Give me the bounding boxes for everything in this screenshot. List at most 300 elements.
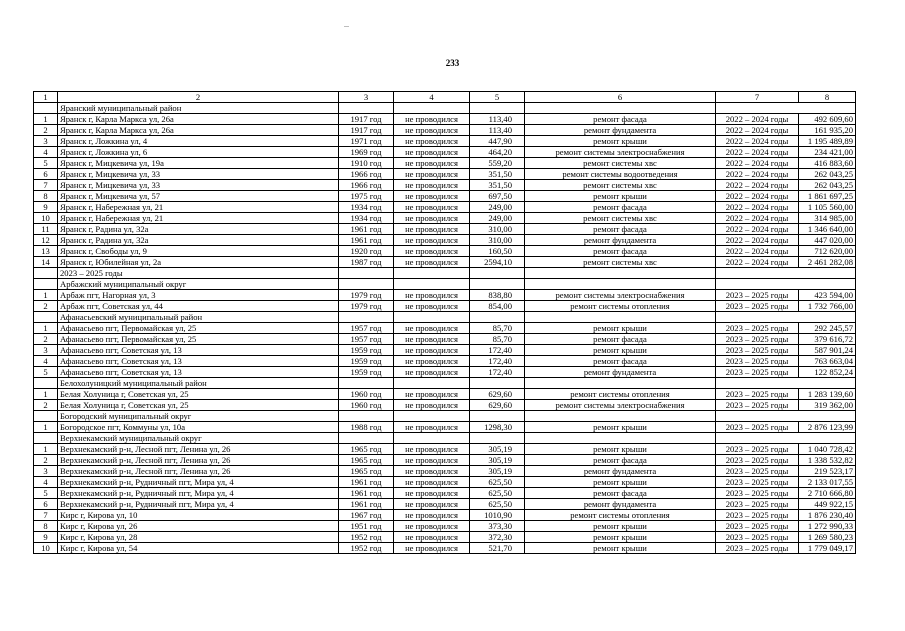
area-cell: 2594,10 — [470, 257, 525, 268]
section-row — [34, 378, 856, 389]
row-number-cell: 10 — [34, 213, 58, 224]
empty-cell — [716, 411, 856, 422]
build-year-cell: 1959 год — [339, 356, 394, 367]
last-repair-cell: не проводился — [394, 290, 470, 301]
header-cell: 8 — [799, 92, 856, 103]
period-cell: 2022 – 2024 годы — [716, 114, 799, 125]
last-repair-cell: не проводился — [394, 466, 470, 477]
area-cell: 625,50 — [470, 477, 525, 488]
table-row — [34, 367, 856, 378]
empty-cell — [470, 279, 525, 290]
cost-cell: 1 338 532,82 — [799, 455, 856, 466]
address-cell: Яранск г, Радина ул, 32а — [58, 235, 339, 246]
last-repair-cell: не проводился — [394, 455, 470, 466]
empty-cell — [339, 433, 394, 444]
row-number-cell: 14 — [34, 257, 58, 268]
work-type-cell: ремонт крыши — [525, 521, 716, 532]
last-repair-cell: не проводился — [394, 224, 470, 235]
area-cell: 351,50 — [470, 169, 525, 180]
work-type-cell: ремонт системы отопления — [525, 510, 716, 521]
cost-cell: 262 043,25 — [799, 180, 856, 191]
period-cell: 2022 – 2024 годы — [716, 180, 799, 191]
address-cell: Яранск г, Мицкевича ул, 57 — [58, 191, 339, 202]
empty-cell — [470, 103, 525, 114]
empty-cell — [716, 378, 856, 389]
build-year-cell: 1934 год — [339, 213, 394, 224]
period-cell: 2023 – 2025 годы — [716, 521, 799, 532]
table-row — [34, 400, 856, 411]
period-cell: 2022 – 2024 годы — [716, 202, 799, 213]
table-row — [34, 477, 856, 488]
cost-cell: 492 609,60 — [799, 114, 856, 125]
empty-cell — [34, 279, 58, 290]
build-year-cell: 1979 год — [339, 301, 394, 312]
row-number-cell: 2 — [34, 400, 58, 411]
area-cell: 310,00 — [470, 235, 525, 246]
row-number-cell: 9 — [34, 202, 58, 213]
work-type-cell: ремонт фасада — [525, 334, 716, 345]
row-number-cell: 4 — [34, 477, 58, 488]
row-number-cell: 7 — [34, 510, 58, 521]
build-year-cell: 1917 год — [339, 114, 394, 125]
empty-cell — [525, 103, 716, 114]
area-cell: 464,20 — [470, 147, 525, 158]
row-number-cell: 1 — [34, 290, 58, 301]
work-type-cell: ремонт фундамента — [525, 466, 716, 477]
empty-cell — [716, 268, 856, 279]
cost-cell: 2 710 666,80 — [799, 488, 856, 499]
work-type-cell: ремонт системы хвс — [525, 213, 716, 224]
work-type-cell: ремонт фундамента — [525, 125, 716, 136]
period-cell: 2023 – 2025 годы — [716, 290, 799, 301]
build-year-cell: 1975 год — [339, 191, 394, 202]
table-body — [34, 92, 856, 554]
row-number-cell: 4 — [34, 147, 58, 158]
header-cell: 6 — [525, 92, 716, 103]
section-title: Богородский муниципальный округ — [58, 411, 339, 422]
cost-cell: 1 272 990,33 — [799, 521, 856, 532]
cost-cell: 423 594,00 — [799, 290, 856, 301]
row-number-cell: 2 — [34, 334, 58, 345]
address-cell: Яранск г, Набережная ул, 21 — [58, 202, 339, 213]
work-type-cell: ремонт фасада — [525, 356, 716, 367]
section-title: Верхнекамский муниципальный округ — [58, 433, 339, 444]
work-type-cell: ремонт фасада — [525, 488, 716, 499]
empty-cell — [339, 378, 394, 389]
table-row — [34, 345, 856, 356]
address-cell: Кирс г, Кирова ул, 10 — [58, 510, 339, 521]
address-cell: Яранск г, Ложкина ул, 4 — [58, 136, 339, 147]
build-year-cell: 1987 год — [339, 257, 394, 268]
header-cell: 2 — [58, 92, 339, 103]
work-type-cell: ремонт крыши — [525, 477, 716, 488]
work-type-cell: ремонт крыши — [525, 191, 716, 202]
work-type-cell: ремонт системы отопления — [525, 389, 716, 400]
row-number-cell: 4 — [34, 356, 58, 367]
last-repair-cell: не проводился — [394, 510, 470, 521]
section-row — [34, 411, 856, 422]
period-cell: 2022 – 2024 годы — [716, 158, 799, 169]
cost-cell: 449 922,15 — [799, 499, 856, 510]
cost-cell: 262 043,25 — [799, 169, 856, 180]
area-cell: 697,50 — [470, 191, 525, 202]
cost-cell: 1 283 139,60 — [799, 389, 856, 400]
work-type-cell: ремонт крыши — [525, 444, 716, 455]
build-year-cell: 1959 год — [339, 345, 394, 356]
row-number-cell: 2 — [34, 125, 58, 136]
build-year-cell: 1920 год — [339, 246, 394, 257]
row-number-cell: 2 — [34, 301, 58, 312]
period-label: 2023 – 2025 годы — [58, 268, 339, 279]
work-type-cell: ремонт фасада — [525, 455, 716, 466]
last-repair-cell: не проводился — [394, 444, 470, 455]
last-repair-cell: не проводился — [394, 213, 470, 224]
address-cell: Афанасьево пгт, Советская ул, 13 — [58, 345, 339, 356]
area-cell: 249,00 — [470, 213, 525, 224]
build-year-cell: 1951 год — [339, 521, 394, 532]
area-cell: 310,00 — [470, 224, 525, 235]
empty-cell — [34, 411, 58, 422]
work-type-cell: ремонт фундамента — [525, 367, 716, 378]
address-cell: Яранск г, Радина ул, 32а — [58, 224, 339, 235]
repair-schedule-table — [33, 91, 856, 554]
address-cell: Афанасьево пгт, Первомайская ул, 25 — [58, 334, 339, 345]
period-cell: 2023 – 2025 годы — [716, 422, 799, 433]
table-row — [34, 257, 856, 268]
header-cell: 1 — [34, 92, 58, 103]
area-cell: 351,50 — [470, 180, 525, 191]
table-row — [34, 125, 856, 136]
area-cell: 373,30 — [470, 521, 525, 532]
row-number-cell: 9 — [34, 532, 58, 543]
area-cell: 305,19 — [470, 444, 525, 455]
area-cell: 447,90 — [470, 136, 525, 147]
table-row — [34, 499, 856, 510]
cost-cell: 1 346 640,00 — [799, 224, 856, 235]
cost-cell: 161 935,20 — [799, 125, 856, 136]
period-cell: 2023 – 2025 годы — [716, 323, 799, 334]
address-cell: Верхнекамский р-н, Лесной пгт, Ленина ул, 26 — [58, 444, 339, 455]
cost-cell: 447 020,00 — [799, 235, 856, 246]
section-row — [34, 433, 856, 444]
section-row — [34, 103, 856, 114]
area-cell: 838,80 — [470, 290, 525, 301]
last-repair-cell: не проводился — [394, 367, 470, 378]
header-cell: 3 — [339, 92, 394, 103]
empty-cell — [394, 268, 470, 279]
last-repair-cell: не проводился — [394, 169, 470, 180]
last-repair-cell: не проводился — [394, 389, 470, 400]
area-cell: 521,70 — [470, 543, 525, 554]
row-number-cell: 8 — [34, 191, 58, 202]
period-cell: 2022 – 2024 годы — [716, 213, 799, 224]
table-row — [34, 169, 856, 180]
header-cell: 4 — [394, 92, 470, 103]
last-repair-cell: не проводился — [394, 136, 470, 147]
build-year-cell: 1961 год — [339, 488, 394, 499]
table-row — [34, 455, 856, 466]
empty-cell — [470, 312, 525, 323]
area-cell: 854,00 — [470, 301, 525, 312]
cost-cell: 1 876 230,40 — [799, 510, 856, 521]
period-cell: 2023 – 2025 годы — [716, 466, 799, 477]
row-number-cell: 3 — [34, 345, 58, 356]
address-cell: Кирс г, Кирова ул, 28 — [58, 532, 339, 543]
last-repair-cell: не проводился — [394, 477, 470, 488]
area-cell: 629,60 — [470, 400, 525, 411]
cost-cell: 234 421,00 — [799, 147, 856, 158]
header-cell: 5 — [470, 92, 525, 103]
build-year-cell: 1979 год — [339, 290, 394, 301]
address-cell: Верхнекамский р-н, Рудничный пгт, Мира ул, 4 — [58, 488, 339, 499]
last-repair-cell: не проводился — [394, 125, 470, 136]
address-cell: Яранск г, Юбилейная ул, 2а — [58, 257, 339, 268]
table-row — [34, 356, 856, 367]
build-year-cell: 1917 год — [339, 125, 394, 136]
period-cell: 2023 – 2025 годы — [716, 367, 799, 378]
empty-cell — [339, 268, 394, 279]
work-type-cell: ремонт крыши — [525, 136, 716, 147]
cost-cell: 2 461 282,08 — [799, 257, 856, 268]
table-row — [34, 224, 856, 235]
address-cell: Яранск г, Свободы ул, 9 — [58, 246, 339, 257]
build-year-cell: 1965 год — [339, 455, 394, 466]
cost-cell: 1 105 560,00 — [799, 202, 856, 213]
work-type-cell: ремонт системы отопления — [525, 301, 716, 312]
empty-cell — [470, 433, 525, 444]
cost-cell: 2 876 123,99 — [799, 422, 856, 433]
empty-cell — [394, 411, 470, 422]
work-type-cell: ремонт крыши — [525, 532, 716, 543]
period-cell: 2023 – 2025 годы — [716, 301, 799, 312]
area-cell: 305,19 — [470, 455, 525, 466]
period-cell: 2022 – 2024 годы — [716, 191, 799, 202]
area-cell: 372,30 — [470, 532, 525, 543]
empty-cell — [525, 433, 716, 444]
empty-cell — [525, 378, 716, 389]
row-number-cell: 12 — [34, 235, 58, 246]
build-year-cell: 1965 год — [339, 444, 394, 455]
address-cell: Яранск г, Мицкевича ул, 33 — [58, 180, 339, 191]
period-cell: 2022 – 2024 годы — [716, 257, 799, 268]
header-row — [34, 92, 856, 103]
row-number-cell: 7 — [34, 180, 58, 191]
work-type-cell: ремонт крыши — [525, 543, 716, 554]
period-cell: 2023 – 2025 годы — [716, 477, 799, 488]
section-title: Афанасьевский муниципальный район — [58, 312, 339, 323]
row-number-cell: 2 — [34, 455, 58, 466]
cost-cell: 1 732 766,00 — [799, 301, 856, 312]
table-row — [34, 488, 856, 499]
build-year-cell: 1960 год — [339, 400, 394, 411]
section-title: Яранский муниципальный район — [58, 103, 339, 114]
empty-cell — [716, 433, 856, 444]
row-number-cell: 6 — [34, 499, 58, 510]
build-year-cell: 1959 год — [339, 367, 394, 378]
section-title: Белохолуницкий муниципальный район — [58, 378, 339, 389]
address-cell: Кирс г, Кирова ул, 54 — [58, 543, 339, 554]
period-cell: 2022 – 2024 годы — [716, 136, 799, 147]
build-year-cell: 1969 год — [339, 147, 394, 158]
build-year-cell: 1952 год — [339, 532, 394, 543]
empty-cell — [339, 103, 394, 114]
empty-cell — [394, 103, 470, 114]
cost-cell: 292 245,57 — [799, 323, 856, 334]
row-number-cell: 5 — [34, 367, 58, 378]
cost-cell: 2 133 017,55 — [799, 477, 856, 488]
table-row — [34, 213, 856, 224]
area-cell: 85,70 — [470, 334, 525, 345]
build-year-cell: 1967 год — [339, 510, 394, 521]
build-year-cell: 1952 год — [339, 543, 394, 554]
last-repair-cell: не проводился — [394, 180, 470, 191]
build-year-cell: 1966 год — [339, 180, 394, 191]
work-type-cell: ремонт фундамента — [525, 499, 716, 510]
work-type-cell: ремонт системы хвс — [525, 158, 716, 169]
empty-cell — [470, 378, 525, 389]
cost-cell: 1 195 489,89 — [799, 136, 856, 147]
period-cell: 2023 – 2025 годы — [716, 532, 799, 543]
empty-cell — [716, 279, 856, 290]
table-row — [34, 202, 856, 213]
cost-cell: 319 362,00 — [799, 400, 856, 411]
work-type-cell: ремонт системы электроснабжения — [525, 400, 716, 411]
period-cell: 2023 – 2025 годы — [716, 400, 799, 411]
period-cell: 2022 – 2024 годы — [716, 147, 799, 158]
period-cell: 2023 – 2025 годы — [716, 389, 799, 400]
table-row — [34, 147, 856, 158]
build-year-cell: 1971 год — [339, 136, 394, 147]
address-cell: Яранск г, Ложкина ул, 6 — [58, 147, 339, 158]
work-type-cell: ремонт фундамента — [525, 235, 716, 246]
table-row — [34, 389, 856, 400]
period-cell: 2022 – 2024 годы — [716, 224, 799, 235]
area-cell: 1010,90 — [470, 510, 525, 521]
last-repair-cell: не проводился — [394, 202, 470, 213]
cost-cell: 416 883,60 — [799, 158, 856, 169]
last-repair-cell: не проводился — [394, 356, 470, 367]
cost-cell: 587 901,24 — [799, 345, 856, 356]
cost-cell: 379 616,72 — [799, 334, 856, 345]
area-cell: 172,40 — [470, 345, 525, 356]
empty-cell — [470, 411, 525, 422]
table-row — [34, 323, 856, 334]
empty-cell — [716, 103, 856, 114]
table-row — [34, 191, 856, 202]
empty-cell — [525, 279, 716, 290]
table-row — [34, 543, 856, 554]
empty-cell — [394, 312, 470, 323]
address-cell: Афанасьево пгт, Советская ул, 13 — [58, 367, 339, 378]
header-cell: 7 — [716, 92, 799, 103]
area-cell: 172,40 — [470, 367, 525, 378]
last-repair-cell: не проводился — [394, 400, 470, 411]
empty-cell — [470, 268, 525, 279]
section-row — [34, 279, 856, 290]
empty-cell — [34, 268, 58, 279]
period-cell: 2023 – 2025 годы — [716, 499, 799, 510]
row-number-cell: 1 — [34, 114, 58, 125]
build-year-cell: 1961 год — [339, 477, 394, 488]
work-type-cell: ремонт фасада — [525, 246, 716, 257]
cost-cell: 763 663,04 — [799, 356, 856, 367]
last-repair-cell: не проводился — [394, 543, 470, 554]
cost-cell: 1 040 728,42 — [799, 444, 856, 455]
period-cell: 2022 – 2024 годы — [716, 169, 799, 180]
empty-cell — [339, 411, 394, 422]
last-repair-cell: не проводился — [394, 257, 470, 268]
row-number-cell: 11 — [34, 224, 58, 235]
section-row — [34, 312, 856, 323]
address-cell: Арбаж пгт, Советская ул, 44 — [58, 301, 339, 312]
build-year-cell: 1960 год — [339, 389, 394, 400]
build-year-cell: 1988 год — [339, 422, 394, 433]
table-row — [34, 158, 856, 169]
area-cell: 625,50 — [470, 499, 525, 510]
address-cell: Кирс г, Кирова ул, 26 — [58, 521, 339, 532]
empty-cell — [525, 411, 716, 422]
cost-cell: 712 620,00 — [799, 246, 856, 257]
work-type-cell: ремонт фасада — [525, 202, 716, 213]
address-cell: Богородское пгт, Коммуны ул, 10а — [58, 422, 339, 433]
table-row — [34, 532, 856, 543]
address-cell: Верхнекамский р-н, Рудничный пгт, Мира ул, 4 — [58, 477, 339, 488]
last-repair-cell: не проводился — [394, 345, 470, 356]
empty-cell — [394, 433, 470, 444]
empty-cell — [525, 268, 716, 279]
empty-cell — [34, 103, 58, 114]
build-year-cell: 1961 год — [339, 499, 394, 510]
row-number-cell: 6 — [34, 169, 58, 180]
row-number-cell: 13 — [34, 246, 58, 257]
period-cell: 2023 – 2025 годы — [716, 444, 799, 455]
last-repair-cell: не проводился — [394, 147, 470, 158]
last-repair-cell: не проводился — [394, 334, 470, 345]
last-repair-cell: не проводился — [394, 246, 470, 257]
table-row — [34, 136, 856, 147]
last-repair-cell: не проводился — [394, 235, 470, 246]
last-repair-cell: не проводился — [394, 114, 470, 125]
row-number-cell: 5 — [34, 158, 58, 169]
row-number-cell: 8 — [34, 521, 58, 532]
table-row — [34, 422, 856, 433]
address-cell: Яранск г, Набережная ул, 21 — [58, 213, 339, 224]
work-type-cell: ремонт крыши — [525, 345, 716, 356]
last-repair-cell: не проводился — [394, 422, 470, 433]
row-number-cell: 10 — [34, 543, 58, 554]
work-type-cell: ремонт крыши — [525, 422, 716, 433]
empty-cell — [34, 378, 58, 389]
section-title: Арбажский муниципальный округ — [58, 279, 339, 290]
cost-cell: 314 985,00 — [799, 213, 856, 224]
build-year-cell: 1957 год — [339, 334, 394, 345]
address-cell: Верхнекамский р-н, Лесной пгт, Ленина ул, 26 — [58, 466, 339, 477]
table-row — [34, 246, 856, 257]
table-row — [34, 301, 856, 312]
address-cell: Верхнекамский р-н, Лесной пгт, Ленина ул, 26 — [58, 455, 339, 466]
period-cell: 2023 – 2025 годы — [716, 455, 799, 466]
area-cell: 625,50 — [470, 488, 525, 499]
cost-cell: 122 852,24 — [799, 367, 856, 378]
work-type-cell: ремонт фасада — [525, 114, 716, 125]
last-repair-cell: не проводился — [394, 532, 470, 543]
cost-cell: 219 523,17 — [799, 466, 856, 477]
cost-cell: 1 861 697,25 — [799, 191, 856, 202]
last-repair-cell: не проводился — [394, 301, 470, 312]
address-cell: Верхнекамский р-н, Рудничный пгт, Мира ул, 4 — [58, 499, 339, 510]
area-cell: 113,40 — [470, 125, 525, 136]
area-cell: 249,00 — [470, 202, 525, 213]
